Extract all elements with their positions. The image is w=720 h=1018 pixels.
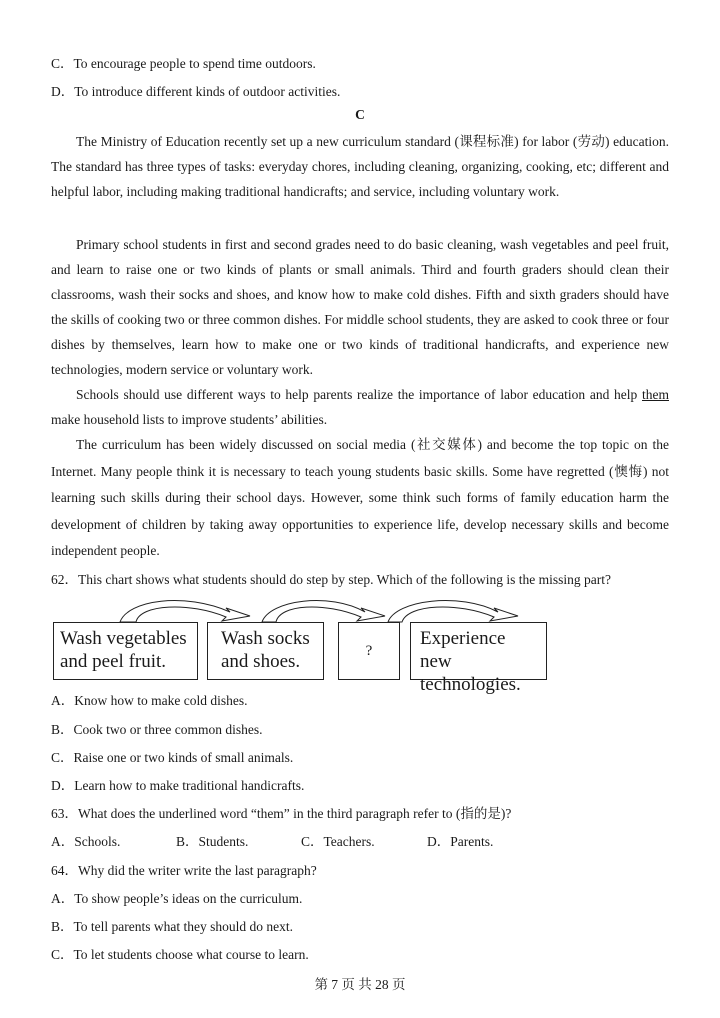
paragraph-3 xyxy=(51,382,669,432)
q63-option-b: B．Students. xyxy=(176,834,249,849)
arrow-icon xyxy=(262,601,385,622)
q64-option-c: C．To let students choose what course to learn. xyxy=(51,947,309,962)
underlined-word: them xyxy=(642,387,669,402)
q62-option-d: D．Learn how to make traditional handicrafts. xyxy=(51,778,305,793)
q62-option-a: A．Know how to make cold dishes. xyxy=(51,693,248,708)
q63-question: 63．What does the underlined word “them” in the third paragraph refer to (指的是)? xyxy=(51,806,512,821)
paragraph-1: The Ministry of Education recently set up a new curriculum standard (课程标准) for labor (劳动) education. The standard has three types of tasks: everyday chores, including cleaning, organizing, cooking, etc; different and helpful labor, including making traditional handicrafts; and service, including voluntary work. xyxy=(51,134,669,199)
flow-step-missing: ? xyxy=(338,622,400,680)
p3-end: make household lists to improve students’ abilities. xyxy=(51,412,328,427)
step-4-line-1: Experience new xyxy=(420,628,506,672)
step-4-line-2: technologies. xyxy=(420,674,521,695)
q63-option-c: C．Teachers. xyxy=(301,834,375,849)
paragraph-4: The curriculum has been widely discussed on social media (社交媒体) and become the top topic on the Internet. Many people think it is necessary to teach young students basic skills. Some have regretted (懊悔) not learning such skills during their school days. However, some think such forms of family education harm the development of children by taking away opportunities to experience life, develop necessary skills and become independent people. xyxy=(51,437,669,558)
step-2-line-2: and shoes. xyxy=(221,651,301,672)
page-footer: 第 7 页 共 28 页 xyxy=(314,977,406,992)
prev-option-c: C．To encourage people to spend time outdoors. xyxy=(51,56,316,71)
step-2-line-1: Wash socks xyxy=(221,628,310,649)
paragraph-2: Primary school students in first and second grades need to do basic cleaning, wash vegetables and peel fruit, and learn to raise one or two kinds of plants or small animals. Third and fourth graders should clean their classrooms, wash their socks and shoes, and know how to make cold dishes. Fifth and sixth graders should have the skills of cooking two or three common dishes. For middle school students, they are asked to cook three or four dishes by themselves, learn how to make one or two kinds of traditional handicrafts, and experience new technologies, modern service or voluntary work. xyxy=(51,237,669,377)
flow-step-4 xyxy=(410,622,547,695)
flow-step-2 xyxy=(207,622,324,680)
q64-option-a: A．To show people’s ideas on the curriculum. xyxy=(51,891,303,906)
p3-start: Schools should use different ways to help parents realize the importance of labor education and help xyxy=(76,387,642,402)
step-1-line-2: and peel fruit. xyxy=(60,651,167,672)
section-label: C xyxy=(355,107,365,122)
arrow-icon xyxy=(120,601,250,622)
arrow-icon xyxy=(388,601,518,622)
flow-step-1 xyxy=(53,622,198,680)
q62-question: 62．This chart shows what students should do step by step. Which of the following is the missing part? xyxy=(51,572,611,587)
q63-option-a: A．Schools. xyxy=(51,834,121,849)
prev-option-d: D．To introduce different kinds of outdoor activities. xyxy=(51,84,341,99)
q64-question: 64．Why did the writer write the last paragraph? xyxy=(51,863,317,878)
q64-option-b: B．To tell parents what they should do next. xyxy=(51,919,294,934)
q62-option-c: C．Raise one or two kinds of small animals. xyxy=(51,750,294,765)
step-1-line-1: Wash vegetables xyxy=(60,628,187,649)
q62-option-b: B．Cook two or three common dishes. xyxy=(51,722,263,737)
q63-option-d: D．Parents. xyxy=(427,834,494,849)
